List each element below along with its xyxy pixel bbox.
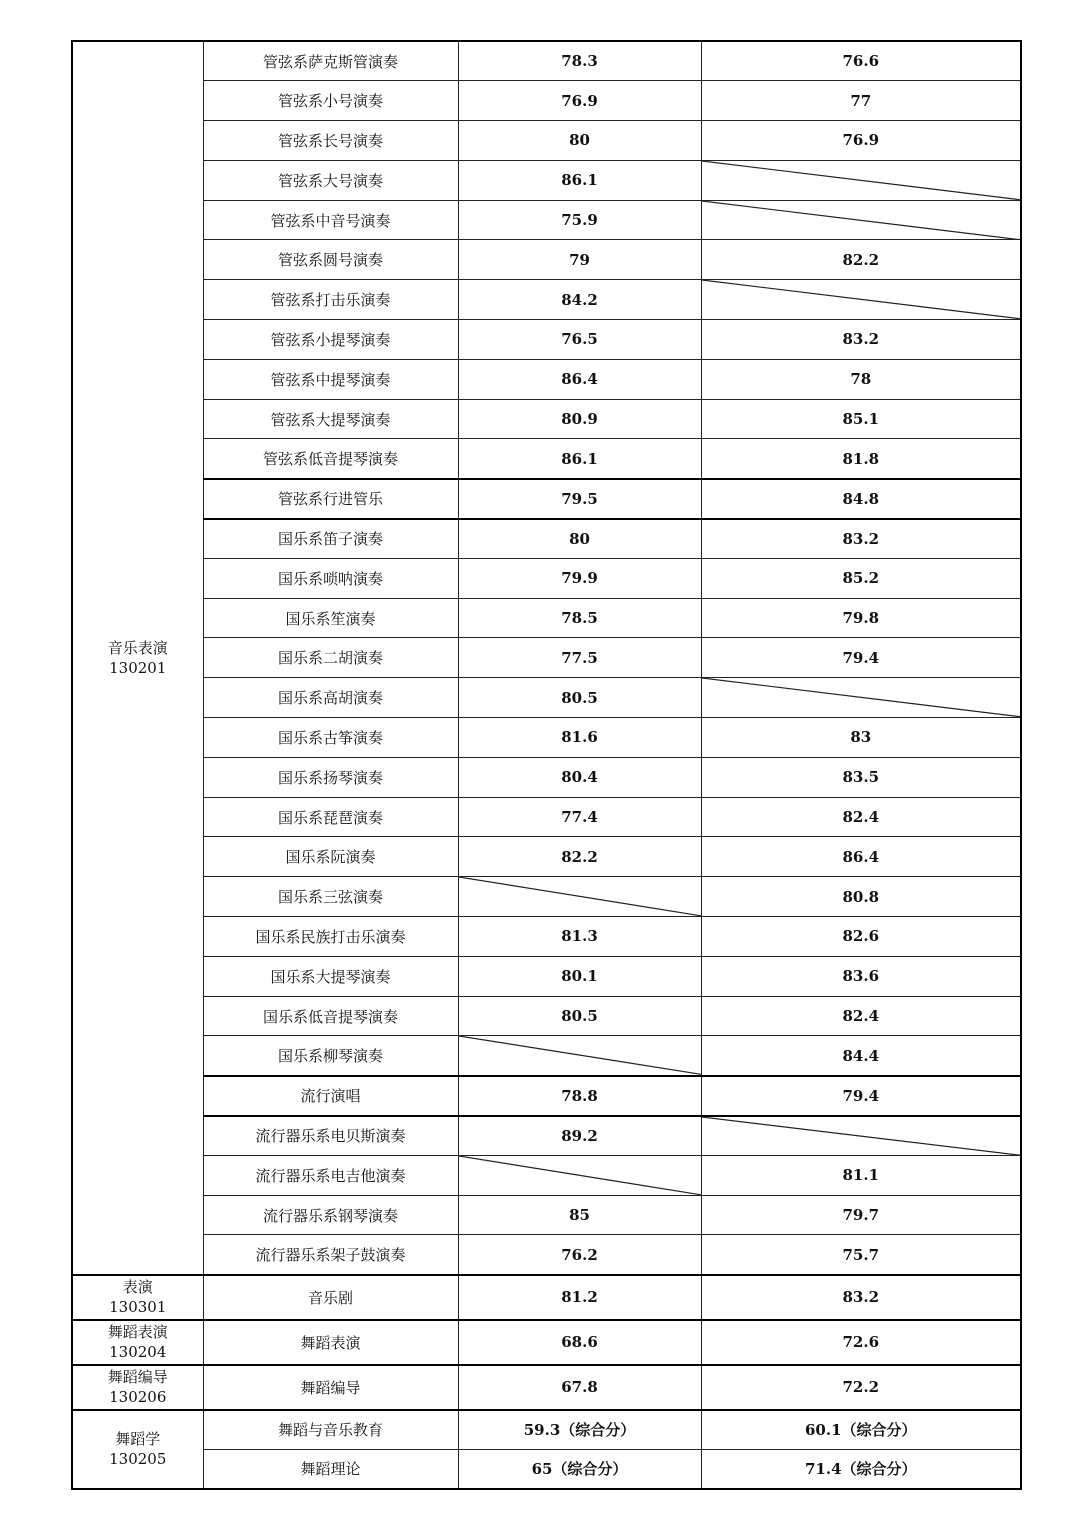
major-cell bbox=[72, 1365, 203, 1410]
score-second-cell: 72.2 bbox=[701, 1365, 1021, 1410]
diagonal-slash-icon bbox=[702, 161, 1021, 200]
direction-cell: 国乐系高胡演奏 bbox=[203, 678, 458, 718]
table-row bbox=[72, 280, 1021, 320]
table-row bbox=[72, 399, 1021, 439]
score-first-cell: 80 bbox=[458, 121, 701, 161]
score-first-cell: 75.9 bbox=[458, 200, 701, 240]
table-row bbox=[72, 956, 1021, 996]
table-row bbox=[72, 41, 1021, 81]
score-second-cell: 85.1 bbox=[701, 399, 1021, 439]
major-code: 130205 bbox=[109, 1450, 167, 1469]
direction-cell: 管弦系大号演奏 bbox=[203, 160, 458, 200]
score-second-cell: 75.7 bbox=[701, 1235, 1021, 1275]
table-row bbox=[72, 160, 1021, 200]
score-first-cell: 81.2 bbox=[458, 1275, 701, 1320]
score-first-cell: 78.5 bbox=[458, 598, 701, 638]
table-row bbox=[72, 1116, 1021, 1156]
score-first-cell: 86.4 bbox=[458, 359, 701, 399]
score-second-cell: 85.2 bbox=[701, 558, 1021, 598]
score-first-cell: 81.6 bbox=[458, 718, 701, 758]
diagonal-slash-icon bbox=[459, 1156, 701, 1195]
empty-cell-diagonal bbox=[701, 1116, 1021, 1156]
table-body bbox=[72, 41, 1021, 1489]
major-name: 舞蹈学 bbox=[115, 1430, 161, 1449]
direction-cell: 流行演唱 bbox=[203, 1076, 458, 1116]
table-row bbox=[72, 240, 1021, 280]
direction-cell: 国乐系三弦演奏 bbox=[203, 877, 458, 917]
direction-cell: 管弦系中音号演奏 bbox=[203, 200, 458, 240]
score-second-cell: 60.1（综合分） bbox=[701, 1410, 1021, 1450]
score-first-cell: 82.2 bbox=[458, 837, 701, 877]
score-first-cell: 76.9 bbox=[458, 81, 701, 121]
score-first-cell: 65（综合分） bbox=[458, 1449, 701, 1489]
table-row bbox=[72, 917, 1021, 957]
score-second-cell: 79.7 bbox=[701, 1195, 1021, 1235]
score-first-cell: 86.1 bbox=[458, 160, 701, 200]
major-name: 表演 bbox=[122, 1278, 153, 1297]
score-first-cell: 59.3（综合分） bbox=[458, 1410, 701, 1450]
score-second-cell: 79.8 bbox=[701, 598, 1021, 638]
direction-cell: 管弦系小号演奏 bbox=[203, 81, 458, 121]
score-first-cell: 79 bbox=[458, 240, 701, 280]
diagonal-slash-icon bbox=[702, 678, 1021, 717]
table-row bbox=[72, 797, 1021, 837]
direction-cell: 国乐系扬琴演奏 bbox=[203, 757, 458, 797]
score-first-cell: 80.5 bbox=[458, 996, 701, 1036]
score-second-cell: 83 bbox=[701, 718, 1021, 758]
score-second-cell: 76.6 bbox=[701, 41, 1021, 81]
empty-cell-diagonal bbox=[458, 1036, 701, 1076]
score-first-cell: 86.1 bbox=[458, 439, 701, 479]
table-row bbox=[72, 1195, 1021, 1235]
score-first-cell: 77.4 bbox=[458, 797, 701, 837]
score-second-cell: 82.4 bbox=[701, 996, 1021, 1036]
table-row bbox=[72, 598, 1021, 638]
diagonal-slash-icon bbox=[702, 201, 1021, 240]
score-second-cell: 84.4 bbox=[701, 1036, 1021, 1076]
table-row bbox=[72, 757, 1021, 797]
score-first-cell: 79.9 bbox=[458, 558, 701, 598]
major-name: 音乐表演 bbox=[107, 638, 168, 657]
table-row bbox=[72, 1155, 1021, 1195]
table-row bbox=[72, 558, 1021, 598]
table-row bbox=[72, 519, 1021, 559]
empty-cell-diagonal bbox=[701, 200, 1021, 240]
score-second-cell: 83.2 bbox=[701, 519, 1021, 559]
score-first-cell: 78.8 bbox=[458, 1076, 701, 1116]
direction-cell: 流行器乐系架子鼓演奏 bbox=[203, 1235, 458, 1275]
score-first-cell: 81.3 bbox=[458, 917, 701, 957]
score-first-cell: 77.5 bbox=[458, 638, 701, 678]
empty-cell-diagonal bbox=[701, 160, 1021, 200]
major-cell bbox=[72, 1320, 203, 1365]
major-cell bbox=[72, 1275, 203, 1320]
empty-cell-diagonal bbox=[701, 280, 1021, 320]
table-row bbox=[72, 1076, 1021, 1116]
direction-cell: 管弦系低音提琴演奏 bbox=[203, 439, 458, 479]
major-code: 130206 bbox=[109, 1388, 167, 1407]
score-first-cell: 80.9 bbox=[458, 399, 701, 439]
direction-cell: 国乐系笛子演奏 bbox=[203, 519, 458, 559]
diagonal-slash-icon bbox=[459, 877, 701, 916]
direction-cell: 国乐系笙演奏 bbox=[203, 598, 458, 638]
direction-cell: 国乐系柳琴演奏 bbox=[203, 1036, 458, 1076]
score-first-cell: 68.6 bbox=[458, 1320, 701, 1365]
table-row bbox=[72, 1036, 1021, 1076]
direction-cell: 国乐系古筝演奏 bbox=[203, 718, 458, 758]
score-first-cell: 78.3 bbox=[458, 41, 701, 81]
table-row bbox=[72, 1410, 1021, 1450]
direction-cell: 舞蹈理论 bbox=[203, 1449, 458, 1489]
score-second-cell: 83.2 bbox=[701, 1275, 1021, 1320]
score-first-cell: 80.4 bbox=[458, 757, 701, 797]
score-second-cell: 82.4 bbox=[701, 797, 1021, 837]
table-row bbox=[72, 1235, 1021, 1275]
score-second-cell: 86.4 bbox=[701, 837, 1021, 877]
score-second-cell: 83.5 bbox=[701, 757, 1021, 797]
direction-cell: 流行器乐系电贝斯演奏 bbox=[203, 1116, 458, 1156]
table-row bbox=[72, 121, 1021, 161]
direction-cell: 管弦系打击乐演奏 bbox=[203, 280, 458, 320]
table-row bbox=[72, 81, 1021, 121]
table-row bbox=[72, 996, 1021, 1036]
major-cell bbox=[72, 1410, 203, 1489]
score-second-cell: 82.2 bbox=[701, 240, 1021, 280]
direction-cell: 音乐剧 bbox=[203, 1275, 458, 1320]
empty-cell-diagonal bbox=[458, 877, 701, 917]
table-row bbox=[72, 1320, 1021, 1365]
score-first-cell: 80.5 bbox=[458, 678, 701, 718]
table-row bbox=[72, 1275, 1021, 1320]
score-first-cell: 84.2 bbox=[458, 280, 701, 320]
score-second-cell: 84.8 bbox=[701, 479, 1021, 519]
score-second-cell: 83.2 bbox=[701, 320, 1021, 360]
direction-cell: 管弦系大提琴演奏 bbox=[203, 399, 458, 439]
direction-cell: 管弦系萨克斯管演奏 bbox=[203, 41, 458, 81]
empty-cell-diagonal bbox=[458, 1155, 701, 1195]
diagonal-slash-icon bbox=[459, 1036, 701, 1074]
table-row bbox=[72, 638, 1021, 678]
direction-cell: 国乐系琵琶演奏 bbox=[203, 797, 458, 837]
score-second-cell: 82.6 bbox=[701, 917, 1021, 957]
table-row bbox=[72, 877, 1021, 917]
score-first-cell: 89.2 bbox=[458, 1116, 701, 1156]
direction-cell: 舞蹈编导 bbox=[203, 1365, 458, 1410]
score-first-cell: 76.5 bbox=[458, 320, 701, 360]
score-second-cell: 71.4（综合分） bbox=[701, 1449, 1021, 1489]
major-name: 舞蹈表演 bbox=[107, 1323, 168, 1342]
direction-cell: 管弦系小提琴演奏 bbox=[203, 320, 458, 360]
table-row bbox=[72, 678, 1021, 718]
table-row bbox=[72, 1365, 1021, 1410]
direction-cell: 管弦系行进管乐 bbox=[203, 479, 458, 519]
score-first-cell: 80 bbox=[458, 519, 701, 559]
direction-cell: 国乐系二胡演奏 bbox=[203, 638, 458, 678]
score-first-cell: 76.2 bbox=[458, 1235, 701, 1275]
direction-cell: 管弦系长号演奏 bbox=[203, 121, 458, 161]
direction-cell: 流行器乐系电吉他演奏 bbox=[203, 1155, 458, 1195]
direction-cell: 舞蹈表演 bbox=[203, 1320, 458, 1365]
direction-cell: 国乐系民族打击乐演奏 bbox=[203, 917, 458, 957]
score-second-cell: 77 bbox=[701, 81, 1021, 121]
direction-cell: 流行器乐系钢琴演奏 bbox=[203, 1195, 458, 1235]
score-second-cell: 79.4 bbox=[701, 1076, 1021, 1116]
score-second-cell: 76.9 bbox=[701, 121, 1021, 161]
table-row bbox=[72, 200, 1021, 240]
table-row bbox=[72, 320, 1021, 360]
score-second-cell: 83.6 bbox=[701, 956, 1021, 996]
major-cell bbox=[72, 41, 203, 1275]
direction-cell: 国乐系低音提琴演奏 bbox=[203, 996, 458, 1036]
table-row bbox=[72, 718, 1021, 758]
empty-cell-diagonal bbox=[701, 678, 1021, 718]
direction-cell: 管弦系圆号演奏 bbox=[203, 240, 458, 280]
major-code: 130204 bbox=[109, 1343, 167, 1362]
direction-cell: 管弦系中提琴演奏 bbox=[203, 359, 458, 399]
score-second-cell: 80.8 bbox=[701, 877, 1021, 917]
score-second-cell: 78 bbox=[701, 359, 1021, 399]
score-first-cell: 79.5 bbox=[458, 479, 701, 519]
score-first-cell: 85 bbox=[458, 1195, 701, 1235]
score-first-cell: 80.1 bbox=[458, 956, 701, 996]
major-name: 舞蹈编导 bbox=[107, 1368, 168, 1387]
score-table bbox=[71, 40, 1022, 1490]
table-row bbox=[72, 837, 1021, 877]
score-second-cell: 81.8 bbox=[701, 439, 1021, 479]
major-code: 130201 bbox=[109, 658, 167, 677]
score-second-cell: 79.4 bbox=[701, 638, 1021, 678]
table-row bbox=[72, 359, 1021, 399]
direction-cell: 国乐系大提琴演奏 bbox=[203, 956, 458, 996]
direction-cell: 舞蹈与音乐教育 bbox=[203, 1410, 458, 1450]
diagonal-slash-icon bbox=[702, 1117, 1021, 1155]
major-code: 130301 bbox=[109, 1298, 167, 1317]
score-first-cell: 67.8 bbox=[458, 1365, 701, 1410]
direction-cell: 国乐系唢呐演奏 bbox=[203, 558, 458, 598]
table-row bbox=[72, 479, 1021, 519]
score-second-cell: 81.1 bbox=[701, 1155, 1021, 1195]
direction-cell: 国乐系阮演奏 bbox=[203, 837, 458, 877]
table-row bbox=[72, 439, 1021, 479]
diagonal-slash-icon bbox=[702, 280, 1021, 319]
score-second-cell: 72.6 bbox=[701, 1320, 1021, 1365]
table-row bbox=[72, 1449, 1021, 1489]
